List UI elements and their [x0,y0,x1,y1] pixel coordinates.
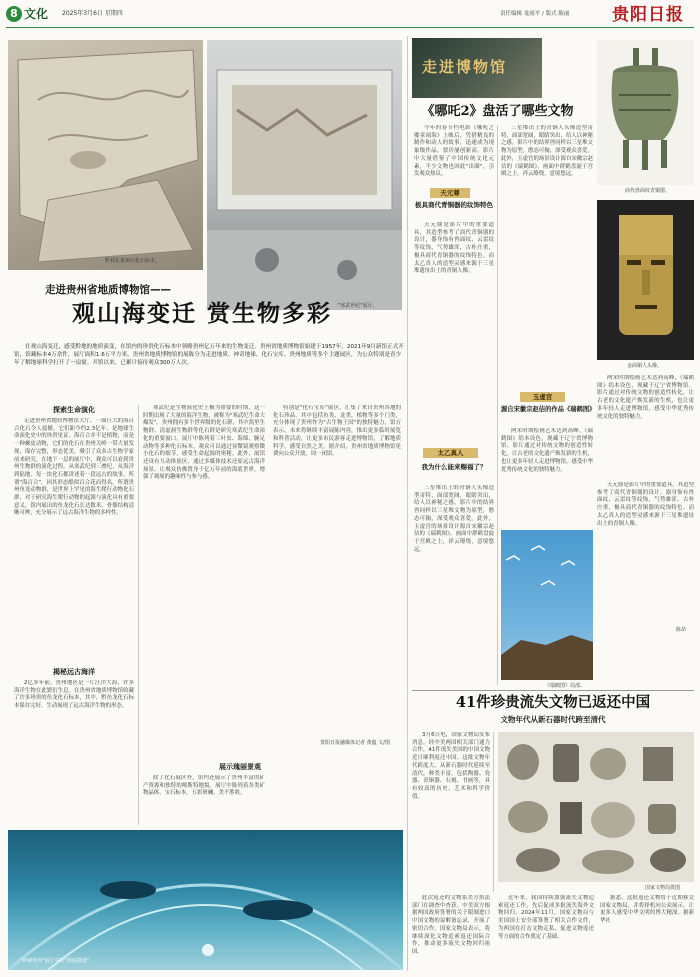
photo-caption: 《瑞鹤图》局部。 [545,683,586,689]
subsection-tag: 玉虚宫 [520,392,565,402]
subsection-tag: 太乙真人 [423,448,478,458]
mask-illustration [597,200,694,360]
relics-illustration [498,732,694,882]
newspaper-logo: 贵阳日报 [612,5,684,25]
article-subheadline: 文物年代从新石器时代跨至清代 [500,715,606,724]
photo-caption: "寒武世纪"展厅。 [338,303,378,309]
page-column-divider [407,36,408,971]
painting-illustration [501,530,593,680]
article-body: 近年来，我国持续加强流失文物追索返还工作，先后促成多批流失海外文物回归。2024年11月，国家文物局与美国国土安全部签署了相关合作文件，为两国在打击文物走私、促进文物返还等方面的合作奠定了基础。 [498,895,594,940]
photo-caption: 商代兽面纹青铜器。 [625,188,671,194]
column-divider [138,405,139,825]
bronze-illustration [597,40,694,185]
fossil-illustration [8,40,203,270]
subsection-tag: 天元尊 [430,188,470,198]
photo-caption: 金面铜人头像。 [627,363,663,369]
subsection-title: 我为什么能来赐福了？ [421,463,487,471]
column-divider [497,125,498,685]
section-subhead: 揭秘远古海洋 [53,668,95,676]
bronze-vessel-photo [597,40,694,185]
article-headline: 41件珍贵流失文物已返还中国 [455,694,651,711]
article-body: 今年的春节档电影《哪吒之魔童闹海》上映后，凭借精良的制作和动人的故事，迅速成为现象级作品，票房屡创新高。影片中大量借鉴了中国传统文化元素，不少文物也因此"出圈"，引发观众热议。 [414,125,494,178]
section-divider [412,690,694,691]
section-title: 文化 [24,7,49,21]
column-banner [412,38,542,98]
tunnel-illustration [8,830,403,970]
article-lead: 在观山海变迁，感受黔地的地质演变，在馆内的珍贵化石标本中领略贵州亿万年来的生物变迁。贵州省地质博物馆始建于1957年，2021年9月新馆正式开馆，馆藏标本4万余件，展厅面积1.6万平方米。贵州省地质博物馆的展陈分为走进地质、神奇地球、化石宝库、贵州地质等多个主题展区，为公众特别是青少年了解地球科学打开了一扇窗。开馆以来，已累计接待观众300万人次。 [14,344,404,367]
article-body: 除了化石展区外，馆内还展示了贵州丰富的矿产资源和独特的喀斯特地貌。展厅中陈列着各类矿物晶体、宝石标本，五彩斑斓，美不胜收。 [143,775,265,797]
photo-caption: "神秘贵州"展厅中的"海底隧道"。 [20,958,95,964]
editor-credits: 责任编辑 龙雨平 / 版式 陈丽 [500,11,570,17]
article-body: 此次返还的文物系美方执法部门在调查中查获。中美双方根据两国政府签署的关于限制进口中国文物的谅解备忘录，开展了密切合作。国家文物局表示，将继续深化文物追索返还国际合作，推动更多流失文物回归祖国。 [412,895,490,955]
page-header [0,0,700,32]
auspicious-cranes-painting [501,530,593,680]
article-body: 2亿多年前，贵州地区是一片汪洋大海，许多海洋生物在此繁衍生息。在贵州省地质博物馆收藏了许多珍贵的鱼龙化石标本，其中，黔鱼龙化石标本保存完好，生动展现了远古海洋生物的形态。 [14,680,134,710]
exhibition-hall-photo [207,40,402,310]
bronze-mask-photo [597,200,694,360]
article-body: 两宋时期绘画艺术达到高峰，《瑞鹤图》绢本设色，现藏于辽宁省博物馆。影片通过对传统文物的创造性转化，让古老的文化遗产焕发新的生机，也让更多年轻人走进博物馆，感受中华优秀传统文化的独特魅力。 [597,375,694,420]
article-body: 天元鼎是影片中的重要道具，其造型参考了商代青铜器的设计，器身饰有兽面纹、云雷纹等纹饰，气势雄浑，古朴庄重，极具商代青铜器的纹饰特色。而太乙真人的造型灵感来源于三星堆遗址出土的青铜人像。 [597,482,694,527]
article-body: 三星堆出土的青铜人头像造型奇特，面部宽阔，眼睛突出，给人以神秘之感。影片中的结界兽同样以三星堆文物为原型，憨态可掬，深受观众喜爱。此外，玉虚宫的场景设计源自宋徽宗赵佶的《瑞鹤图》，画面中群鹤盘旋于宫殿之上，祥云缭绕，意境悠远。 [501,125,593,178]
hall-illustration [207,40,402,310]
article-body: 寒武纪是生物演化史上极为重要的时期，这一时期出现了大量的海洋生物，被称为"寒武纪生命大爆发"。贵州拥有多个世界级的化石群，其中凯里生物群、清虚洞生物群等化石群是研究寒武纪生命演化的重要窗口。展厅中陈列着三叶虫、海绵、腕足动物等多种化石标本，观众可以通过显微镜观察微小化石的细节，感受生命起源的奥秘。此外，展馆还设有互动体验区，通过多媒体技术还原远古海洋场景，让观众仿佛置身于亿万年前的海底世界，增强了观展的趣味性与参与感。 [143,405,265,481]
banner-title: 走进博物馆 [422,58,508,76]
page-number: 8 [6,6,22,22]
section-subhead: 探索生命演化 [53,406,95,414]
article-headline: 《哪吒2》盘活了哪些文物 [421,104,574,119]
header-divider [6,27,694,28]
subsection-title: 源自宋徽宗赵佶的作品《瑞鹤图》 [501,406,596,413]
article-headline: 观山海变迁 赏生物多彩 [72,300,333,327]
article-byline: 陈昂 [676,627,687,633]
subsection-title: 极具商代青铜器的纹饰特色 [415,201,493,209]
section-subhead: 展示瑰丽景观 [219,763,261,771]
column-divider [493,732,494,892]
photo-caption: 国家文物局供图 [645,885,681,891]
article-body: 3月6日电，国家文物局发布消息，经中美两国相关部门通力合作，41件流失美国的中国文物近日顺利返还中国。这批文物年代跨度大，从新石器时代延续至清代，种类丰富，包括陶器、瓷器、青铜器、石刻、书画等，具有较高的历史、艺术和科学价值。 [412,732,490,800]
article-body: 特别是"化石宝库"展区，汇集了来自贵州各地的化石珍品，其中包括鱼类、龙类、植物等多个门类，充分体现了贵州作为"古生物王国"的独特魅力。馆方表示，未来将继续丰富展陈内容，推出更多临时展览和科普活动，让更多市民游客走进博物馆，了解地质科学，感受自然之美。据介绍，贵州省地质博物馆免费向公众开放，周一闭馆。 [273,405,401,458]
article-body: 三星堆出土的青铜人头像造型奇特，面部宽阔，眼睛突出，给人以神秘之感。影片中的结界兽同样以三星堆文物为原型，憨态可掬，深受观众喜爱。此外，玉虚宫的场景设计源自宋徽宗赵佶的《瑞鹤图》，画面中群鹤盘旋于宫殿之上，祥云缭绕，意境悠远。 [414,485,494,553]
article-body: 据悉，这批返还文物将于近期移交国家文物局，并将择机向公众展示，让更多人感受中华文明的博大精深。据新华社 [600,895,694,925]
article-body: 两宋时期绘画艺术达到高峰，《瑞鹤图》绢本设色，现藏于辽宁省博物馆。影片通过对传统文物的创造性转化，让古老的文化遗产焕发新的生机，也让更多年轻人走进博物馆，感受中华优秀传统文化的独特魅力。 [501,428,593,473]
fossil-slab-photo [8,40,203,270]
returned-relics-photo [498,732,694,882]
underwater-tunnel-photo [8,830,403,970]
article-body: 走进贵州省地质博物馆大厅，一面巨大的海百合化石令人震撼。它们距今约2.3亿年，是地球生命演化史中的珍贵见证。海百合并不是植物，而是一种棘皮动物，它们的化石在贵州关岭一带大量发现，保存完整，形态优美，吸引了众多古生物学家前来研究。在地下一层的展厅中，观众可以看到贵州生物群的演化过程，从寒武纪到三叠纪，从海洋到陆地，每一块化石都讲述着一段远古的故事。所谓"海百合"，因其形态酷似百合花而得名。所谓贵州鱼龙动物群，是世界上罕见的海生爬行动物化石群，对于研究海生爬行动物的起源与演化具有重要意义。馆内展出的鱼龙化石长达数米，骨骼结构清晰可辨，充分展示了远古海洋生物的多样性。 [14,418,134,517]
article-body: 天元鼎是影片中的重要道具，其造型参考了商代青铜器的设计，器身饰有兽面纹、云雷纹等纹饰，气势雄浑，古朴庄重，极具商代青铜器的纹饰特色。而太乙真人的造型灵感来源于三星堆遗址出土的青铜人像。 [414,222,494,275]
photo-caption: 黔桂孔雀菊石化石标本。 [105,258,161,264]
article-byline: 贵阳日报融媒体记者 黄蕴 文/图 [320,740,390,746]
issue-date: 2025年3月6日 星期四 [62,10,123,17]
article-kicker: 走进贵州省地质博物馆—— [45,284,171,296]
